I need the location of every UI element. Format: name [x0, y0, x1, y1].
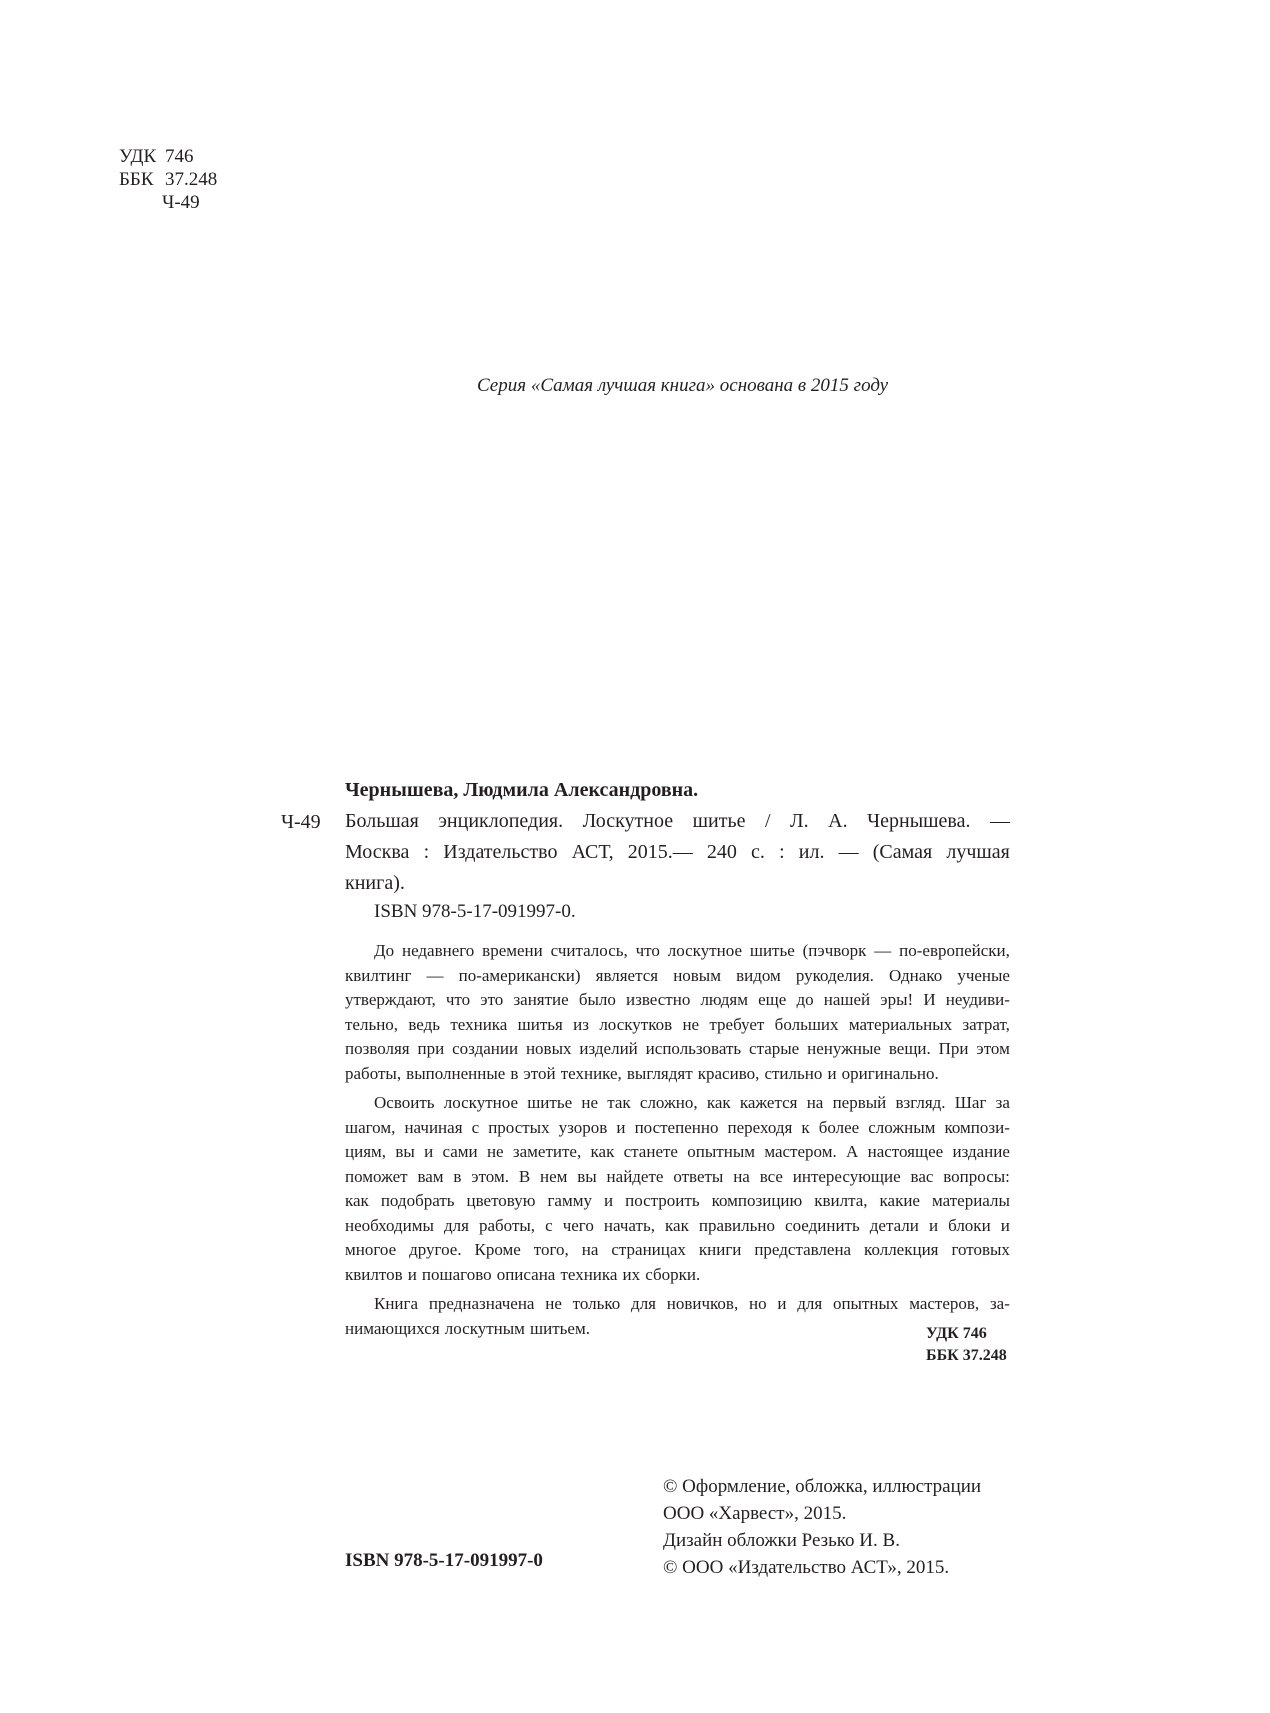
series-note: Серия «Самая лучшая книга» основана в 2015 году — [477, 375, 889, 396]
author-code-left: Ч-49 — [281, 811, 321, 833]
bib-line-1 — [345, 806, 1010, 837]
udk-value: 746 — [165, 146, 194, 167]
bib-line-3: книга). — [345, 872, 405, 894]
annotation-line: необходимы для работы, с чего начать, как правильно соединить детали и блоки и — [345, 1215, 1010, 1235]
bib-word: Чернышева. — [867, 810, 971, 832]
annotation-line: нимающихся лоскутным шитьем. — [345, 1318, 590, 1338]
annotation-line: работы, выполненные в этой технике, выглядят красиво, стильно и оригинально. — [345, 1063, 939, 1083]
copyright-line: Дизайн обложки Резько И. В. — [663, 1530, 900, 1551]
annotation-line: шагом, начиная с простых узоров и постепенно переходя к более сложным компози- — [345, 1117, 1010, 1137]
annotation-paragraph — [345, 1292, 1010, 1341]
bbk-line — [119, 168, 217, 191]
annotation-line: Книга предназначена не только для новичков, но и для опытных мастеров, за- — [374, 1294, 1010, 1313]
udk-line — [119, 145, 217, 168]
annotation-line: поможет вам в этом. В нем вы найдете ответы на все интересующие вас вопросы: — [345, 1166, 1010, 1186]
bib-word: (Самая — [872, 841, 933, 863]
annotation-line: циям, вы и сами не заметите, как станете опытным мастером. А настоящее издание — [345, 1142, 1010, 1161]
bib-word: Лоскутное — [582, 810, 674, 832]
bib-word: Большая — [345, 810, 419, 832]
annotation-paragraph — [345, 939, 1010, 1086]
copyright-line: © Оформление, обложка, иллюстрации — [663, 1476, 982, 1497]
annotation-paragraph — [345, 1091, 1010, 1287]
bib-word: — — [989, 810, 1010, 832]
author-code-top: Ч-49 — [162, 192, 200, 213]
copyright-block — [663, 1473, 981, 1581]
bib-word: Издательство — [443, 841, 558, 863]
annotation — [345, 939, 1010, 1346]
bib-word: Л. — [790, 810, 809, 832]
bbk-bottom: ББК 37.248 — [926, 1347, 1007, 1364]
bib-word: Москва — [345, 841, 410, 863]
bib-word: энциклопедия. — [438, 810, 564, 832]
bib-word: ил. — [798, 841, 825, 863]
bib-word: с. — [751, 841, 765, 863]
annotation-line: квилтинг — по-американски) является новым видом рукоделия. Однако ученые — [345, 965, 1010, 985]
annotation-line: квилтов и пошагово описана техника их сборки. — [345, 1264, 701, 1284]
isbn-record: ISBN 978-5-17-091997-0. — [374, 901, 576, 922]
bbk-value: 37.248 — [165, 169, 218, 190]
bib-word: : — [423, 841, 430, 863]
udk-label: УДК — [119, 146, 157, 167]
bib-word: АСТ, — [571, 841, 614, 863]
bib-word: 240 — [706, 841, 737, 863]
bib-word: А. — [828, 810, 848, 832]
bbk-label: ББК — [119, 169, 154, 190]
bib-line-2 — [345, 837, 1010, 868]
bib-word: 2015.— — [627, 841, 693, 863]
isbn-bold: ISBN 978-5-17-091997-0 — [345, 1550, 543, 1571]
bib-word: / — [764, 810, 771, 832]
bibliographic-description — [345, 806, 1010, 899]
bib-word: лучшая — [946, 841, 1010, 863]
annotation-line: Освоить лоскутное шитье не так сложно, как кажется на первый взгляд. Шаг за — [374, 1093, 1010, 1112]
copyright-line: ООО «Харвест», 2015. — [663, 1503, 847, 1524]
annotation-line: позволяя при создании новых изделий использовать старые ненужные вещи. При этом — [345, 1039, 1010, 1058]
annotation-line: утверждают, что это занятие было известно людям еще до нашей эры! И неудиви- — [345, 990, 1010, 1009]
bib-word: — — [838, 841, 859, 863]
bib-word: шитье — [692, 810, 746, 832]
annotation-line: многое другое. Кроме того, на страницах книги представлена коллекция готовых — [345, 1240, 1010, 1259]
classification-bottom — [926, 1323, 1007, 1367]
copyright-line: © ООО «Издательство АСТ», 2015. — [663, 1557, 950, 1578]
bib-word: : — [779, 841, 785, 863]
annotation-line: тельно, ведь техника шитья из лоскутков не требует больших материальных затрат, — [345, 1014, 1010, 1034]
annotation-line: До недавнего времени считалось, что лоскутное шитье (пэчворк — по-европейски, — [374, 941, 1010, 960]
annotation-line: как подобрать цветовую гамму и построить композицию квилта, какие материалы — [345, 1191, 1010, 1210]
classification-top — [119, 145, 217, 214]
udk-bottom: УДК 746 — [926, 1325, 987, 1342]
author-heading: Чернышева, Людмила Александровна. — [345, 779, 699, 801]
